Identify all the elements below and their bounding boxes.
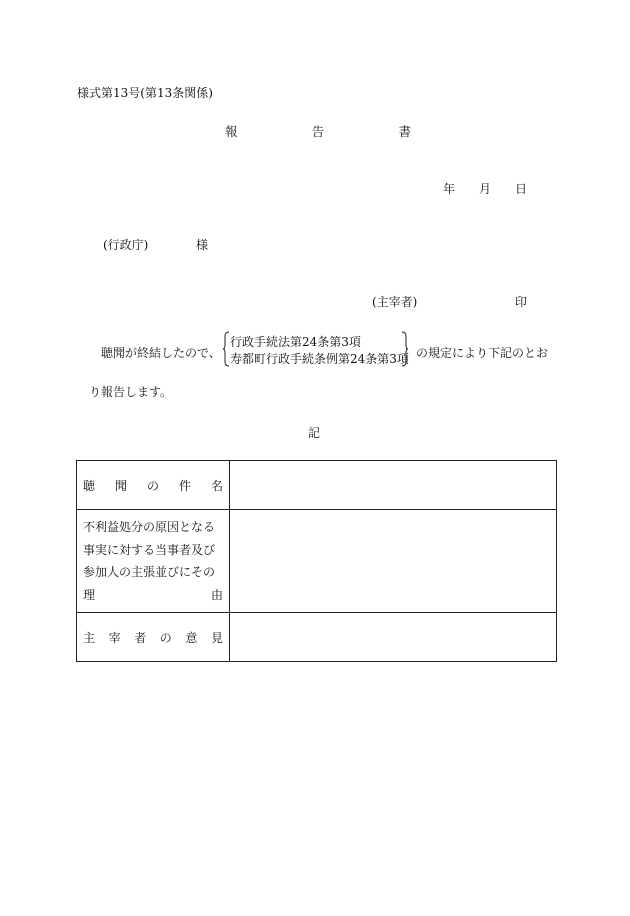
claims-reason-value[interactable] bbox=[230, 510, 557, 613]
organizer-opinion-label bbox=[77, 613, 230, 662]
addressee-honorific: 様 bbox=[196, 238, 209, 252]
form-number: 様式第13号(第13条関係) bbox=[77, 86, 213, 100]
date-day: 日 bbox=[514, 182, 527, 196]
table-row bbox=[77, 461, 557, 510]
label-char: の bbox=[146, 478, 159, 493]
label-char: 聴 bbox=[83, 478, 96, 493]
label-line-right: 由 bbox=[210, 587, 223, 602]
label-line-left: 理 bbox=[83, 587, 96, 602]
label-line: 不利益処分の原因となる bbox=[83, 520, 216, 534]
date-line bbox=[443, 180, 527, 197]
label-char: 件 bbox=[178, 478, 191, 493]
reference-ordinance: 寿都町行政手続条例第24条第3項 bbox=[230, 352, 409, 366]
organizer-opinion-value[interactable] bbox=[230, 613, 557, 662]
seal-mark: 印 bbox=[515, 295, 528, 309]
label-char: 意 bbox=[185, 630, 198, 645]
organizer-label: (主宰者) bbox=[372, 295, 418, 309]
label-char: 主 bbox=[83, 630, 96, 645]
table-row bbox=[77, 613, 557, 662]
body-continuation: り報告します。 bbox=[89, 385, 173, 399]
table-row bbox=[77, 510, 557, 613]
label-char: 名 bbox=[210, 478, 223, 493]
addressee-label: (行政庁) bbox=[103, 238, 149, 252]
title-char: 書 bbox=[398, 124, 411, 139]
claims-reason-label bbox=[77, 510, 230, 613]
body-tail: の規定により下記のとお bbox=[416, 346, 549, 360]
hearing-title-value[interactable] bbox=[230, 461, 557, 510]
reference-brace bbox=[222, 331, 409, 367]
date-month: 月 bbox=[478, 182, 491, 196]
label-line: 参加人の主張並びにその bbox=[83, 565, 216, 579]
title-char: 報 bbox=[225, 124, 238, 139]
label-line: 事実に対する当事者及び bbox=[83, 542, 216, 557]
label-char: の bbox=[159, 630, 172, 645]
date-year: 年 bbox=[443, 182, 456, 196]
label-char: 聞 bbox=[114, 478, 127, 493]
hearing-title-label bbox=[77, 461, 230, 510]
title-char: 告 bbox=[311, 124, 325, 139]
label-char: 宰 bbox=[108, 630, 121, 645]
body-lead: 聴聞が終結したので、 bbox=[101, 346, 221, 360]
label-char: 者 bbox=[134, 630, 147, 645]
document-title bbox=[225, 122, 411, 140]
ki-heading: 記 bbox=[308, 426, 321, 440]
label-char: 見 bbox=[210, 630, 223, 645]
report-table bbox=[76, 460, 557, 662]
reference-law: 行政手続法第24条第3項 bbox=[230, 335, 361, 349]
